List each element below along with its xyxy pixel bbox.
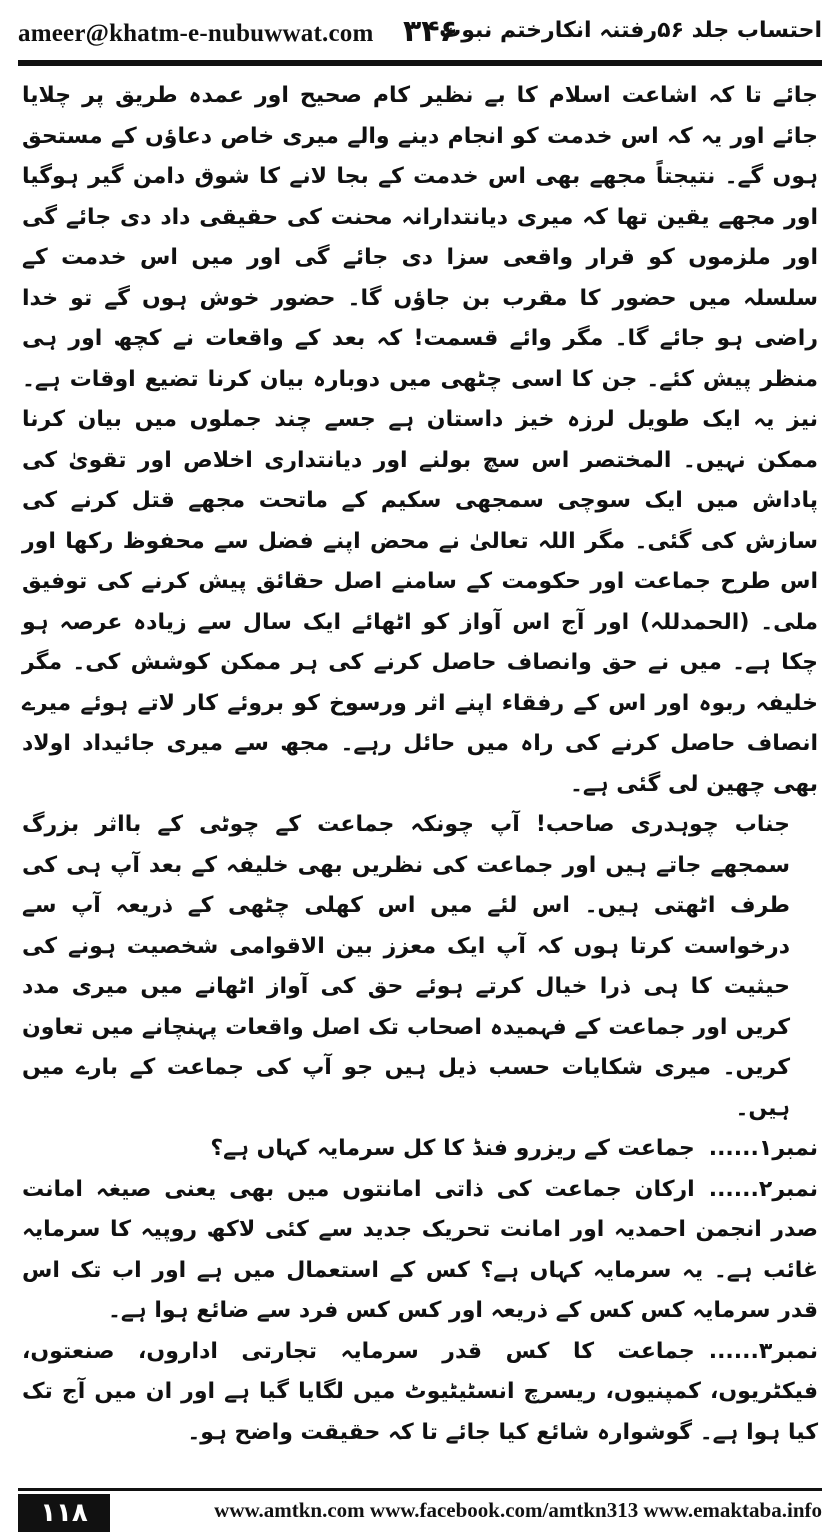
complaint-number: نمبر۲...... (708, 1176, 818, 1202)
page-footer (18, 1488, 822, 1532)
header-title: احتساب جلد ۵۶رفتنہ انکارختم نبوت (439, 18, 822, 43)
complaint-text: ارکان جماعت کی ذاتی امانتوں میں بھی یعنی صیغہ امانت صدر انجمن احمدیہ اور امانت تحریک جدید سے کئی لاکھ روپیہ کا سرمایہ غائب ہے۔ یہ سرمایہ کہاں ہے؟ کس کے استعمال میں ہے اور اب تک اس قدر سرمایہ کس کس کے ذریعہ اور کس کس فرد سے ضائع ہوا ہے۔ (22, 1176, 818, 1323)
complaint-text: جماعت کا کس قدر سرمایہ تجارتی اداروں، صنعتوں، فیکٹریوں، کمپنیوں، ریسرچ انسٹیٹیوٹ میں لگایا گیا ہے اور ان میں آج تک کیا ہوا ہے۔ گوشوارہ شائع کیا جائے تا کہ حقیقت واضح ہو۔ (22, 1338, 818, 1445)
complaint-number: نمبر۳...... (708, 1338, 818, 1364)
complaint-number: نمبر۱...... (708, 1136, 818, 1161)
complaint-item-3 (22, 1332, 818, 1454)
header-page-number: ۳۴۶ (403, 14, 458, 49)
page-body (22, 76, 818, 1453)
page-header (18, 14, 822, 60)
footer-links[interactable]: www.amtkn.com www.facebook.com/amtkn313 www.emaktaba.info (214, 1498, 822, 1522)
complaint-text: جماعت کے ریزرو فنڈ کا کل سرمایہ کہاں ہے؟ (210, 1136, 695, 1161)
footer-rule (18, 1488, 822, 1491)
complaint-item-2 (22, 1170, 818, 1332)
complaint-item-1 (22, 1129, 818, 1170)
header-rule (18, 60, 822, 66)
paragraph-2: جناب چوہدری صاحب! آپ چونکہ جماعت کے چوٹی کے بااثر بزرگ سمجھے جاتے ہیں اور جماعت کی نظریں بھی خلیفہ کے بعد آپ ہی کی طرف اٹھتی ہیں۔ اس لئے میں اس کھلی چٹھی کے ذریعہ آپ سے درخواست کرتا ہوں کہ آپ ایک معزز بین الاقوامی شخصیت ہونے کی حیثیت کا ہی ذرا خیال کرتے ہوئے حق کی آواز اٹھانے میں میری مدد کریں اور جماعت کے فہمیدہ اصحاب تک اصل واقعات پہنچانے میں تعاون کریں۔ میری شکایات حسب ذیل ہیں جو آپ کی جماعت کے بارے میں ہیں۔ (22, 812, 790, 1121)
header-email[interactable]: ameer@khatm-e-nubuwwat.com (18, 20, 374, 47)
footer-page-badge: ۱۱۸ (18, 1494, 110, 1532)
paragraph-1: جائے تا کہ اشاعت اسلام کا بے نظیر کام صحیح اور عمدہ طریق پر چلایا جائے اور یہ کہ اس خدمت کو انجام دینے والے میری خاص دعاؤں کے مستحق ہوں گے۔ نتیجتاً مجھے بھی اس خدمت کے بجا لانے کا شوق دامن گیر ہوگیا اور مجھے یقین تھا کہ میری دیانتدارانہ محنت کی حقیقی داد دی جائے گی اور ملزموں کو قرار واقعی سزا دی جائے گی اور میں اس خدمت کے سلسلہ میں حضور کا مقرب بن جاؤں گا۔ حضور خوش ہوں گے تو خدا راضی ہو جائے گا۔ مگر وائے قسمت! کہ بعد کے واقعات نے کچھ اور ہی منظر پیش کئے۔ جن کا اسی چٹھی میں دوبارہ بیان کرنا تضیع اوقات ہے۔ نیز یہ ایک طویل لرزہ خیز داستان ہے جسے چند جملوں میں بیان کرنا ممکن نہیں۔ المختصر اس سچ بولنے اور دیانتداری اخلاص اور تقویٰ کی پاداش میں ایک سوچی سمجھی سکیم کے ماتحت مجھے قتل کرنے کی سازش کی گئی۔ مگر اللہ تعالیٰ نے محض اپنے فضل سے محفوظ رکھا اور اس طرح جماعت اور حکومت کے سامنے اصل حقائق پیش کرنے کی توفیق ملی۔ (الحمدللہ) اور آج اس آواز کو اٹھائے ایک سال سے زیادہ عرصہ ہو چکا ہے۔ میں نے حق وانصاف حاصل کرنے کی ہر ممکن کوشش کی۔ مگر خلیفہ ربوہ اور اس کے رفقاء اپنے اثر ورسوخ کو بروئے کار لاتے ہوئے میرے انصاف حاصل کرنے کی راہ میں حائل رہے۔ مجھ سے میری جائیداد اولاد بھی چھین لی گئی ہے۔ (22, 83, 818, 797)
